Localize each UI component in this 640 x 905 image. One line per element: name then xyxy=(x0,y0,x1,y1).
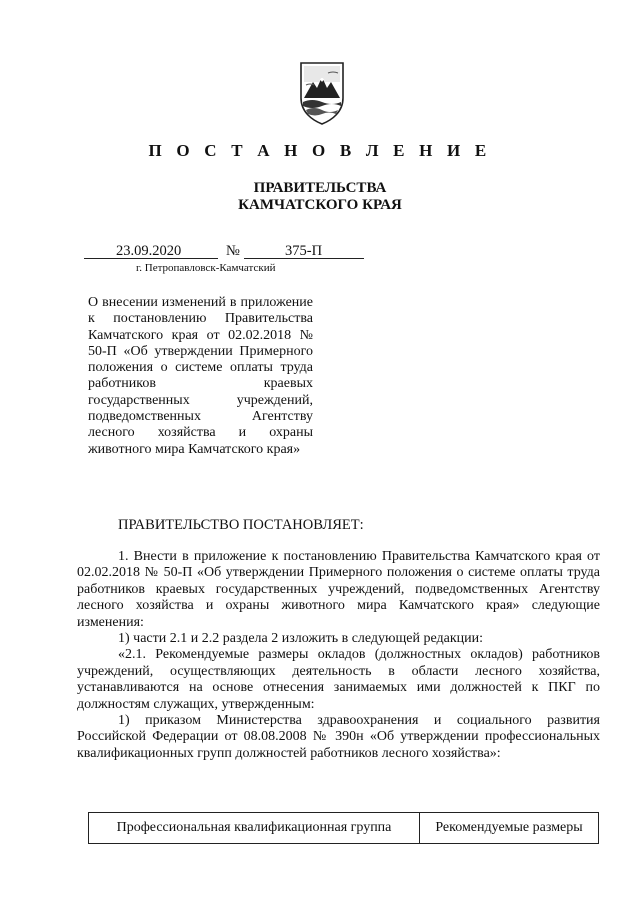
table-header-cell: Профессиональная квалификационная группа xyxy=(89,813,420,843)
issuer-line-1: ПРАВИТЕЛЬСТВА xyxy=(253,180,387,196)
kamchatka-coat-of-arms-icon xyxy=(298,60,346,126)
issuer-line-2: КАМЧАТСКОГО КРАЯ xyxy=(238,197,402,213)
table-header-cell: Рекомендуемые размеры xyxy=(435,820,583,835)
paragraph: 1) приказом Министерства здравоохранения и социального развития Российской Федерации от 08.08.2008 № 390н «Об утверждении профессиональных квалификационных групп должностей работников лесного хозяйства»: xyxy=(77,713,600,761)
paragraph: 1. Внести в приложение к постановлению Правительства Камчатского края от 02.02.2018 № 50-П «Об утверждении Примерного положения о системе оплаты труда работников краевых государственных учреждений, подведомственных Агентству лесного хозяйства и охраны животного мира Камчатского края» следующие изменения: xyxy=(77,549,600,630)
document-date: 23.09.2020 xyxy=(116,243,182,259)
document-body xyxy=(77,549,600,762)
number-underline xyxy=(244,258,364,259)
city-name: г. Петропавловск-Камчатский xyxy=(136,262,276,274)
paragraph: 1) части 2.1 и 2.2 раздела 2 изложить в следующей редакции: xyxy=(118,631,484,647)
number-sign: № xyxy=(226,243,240,259)
paragraph: «2.1. Рекомендуемые размеры окладов (должностных окладов) работников учреждений, осуществляющих деятельность в области лесного хозяйства, устанавливаются на основе отнесения занимаемых ими должностей к ПКГ по должностям служащих, утвержденным: xyxy=(77,647,600,712)
document-subject: О внесении изменений в приложение к постановлению Правительства Камчатского края от 02.02.2018 № 50-П «Об утверждении Примерного положения о системе оплаты труда работников краевых государственных учреждений, подведомственных Агентству лесного хозяйства и охраны животного мира Камчатского края» xyxy=(88,295,313,457)
decree-phrase: ПРАВИТЕЛЬСТВО ПОСТАНОВЛЯЕТ: xyxy=(118,517,364,533)
document-number: 375-П xyxy=(285,243,323,259)
date-underline xyxy=(84,258,218,259)
qualification-table xyxy=(88,812,599,844)
document-type-title: П О С Т А Н О В Л Е Н И Е xyxy=(148,141,492,160)
